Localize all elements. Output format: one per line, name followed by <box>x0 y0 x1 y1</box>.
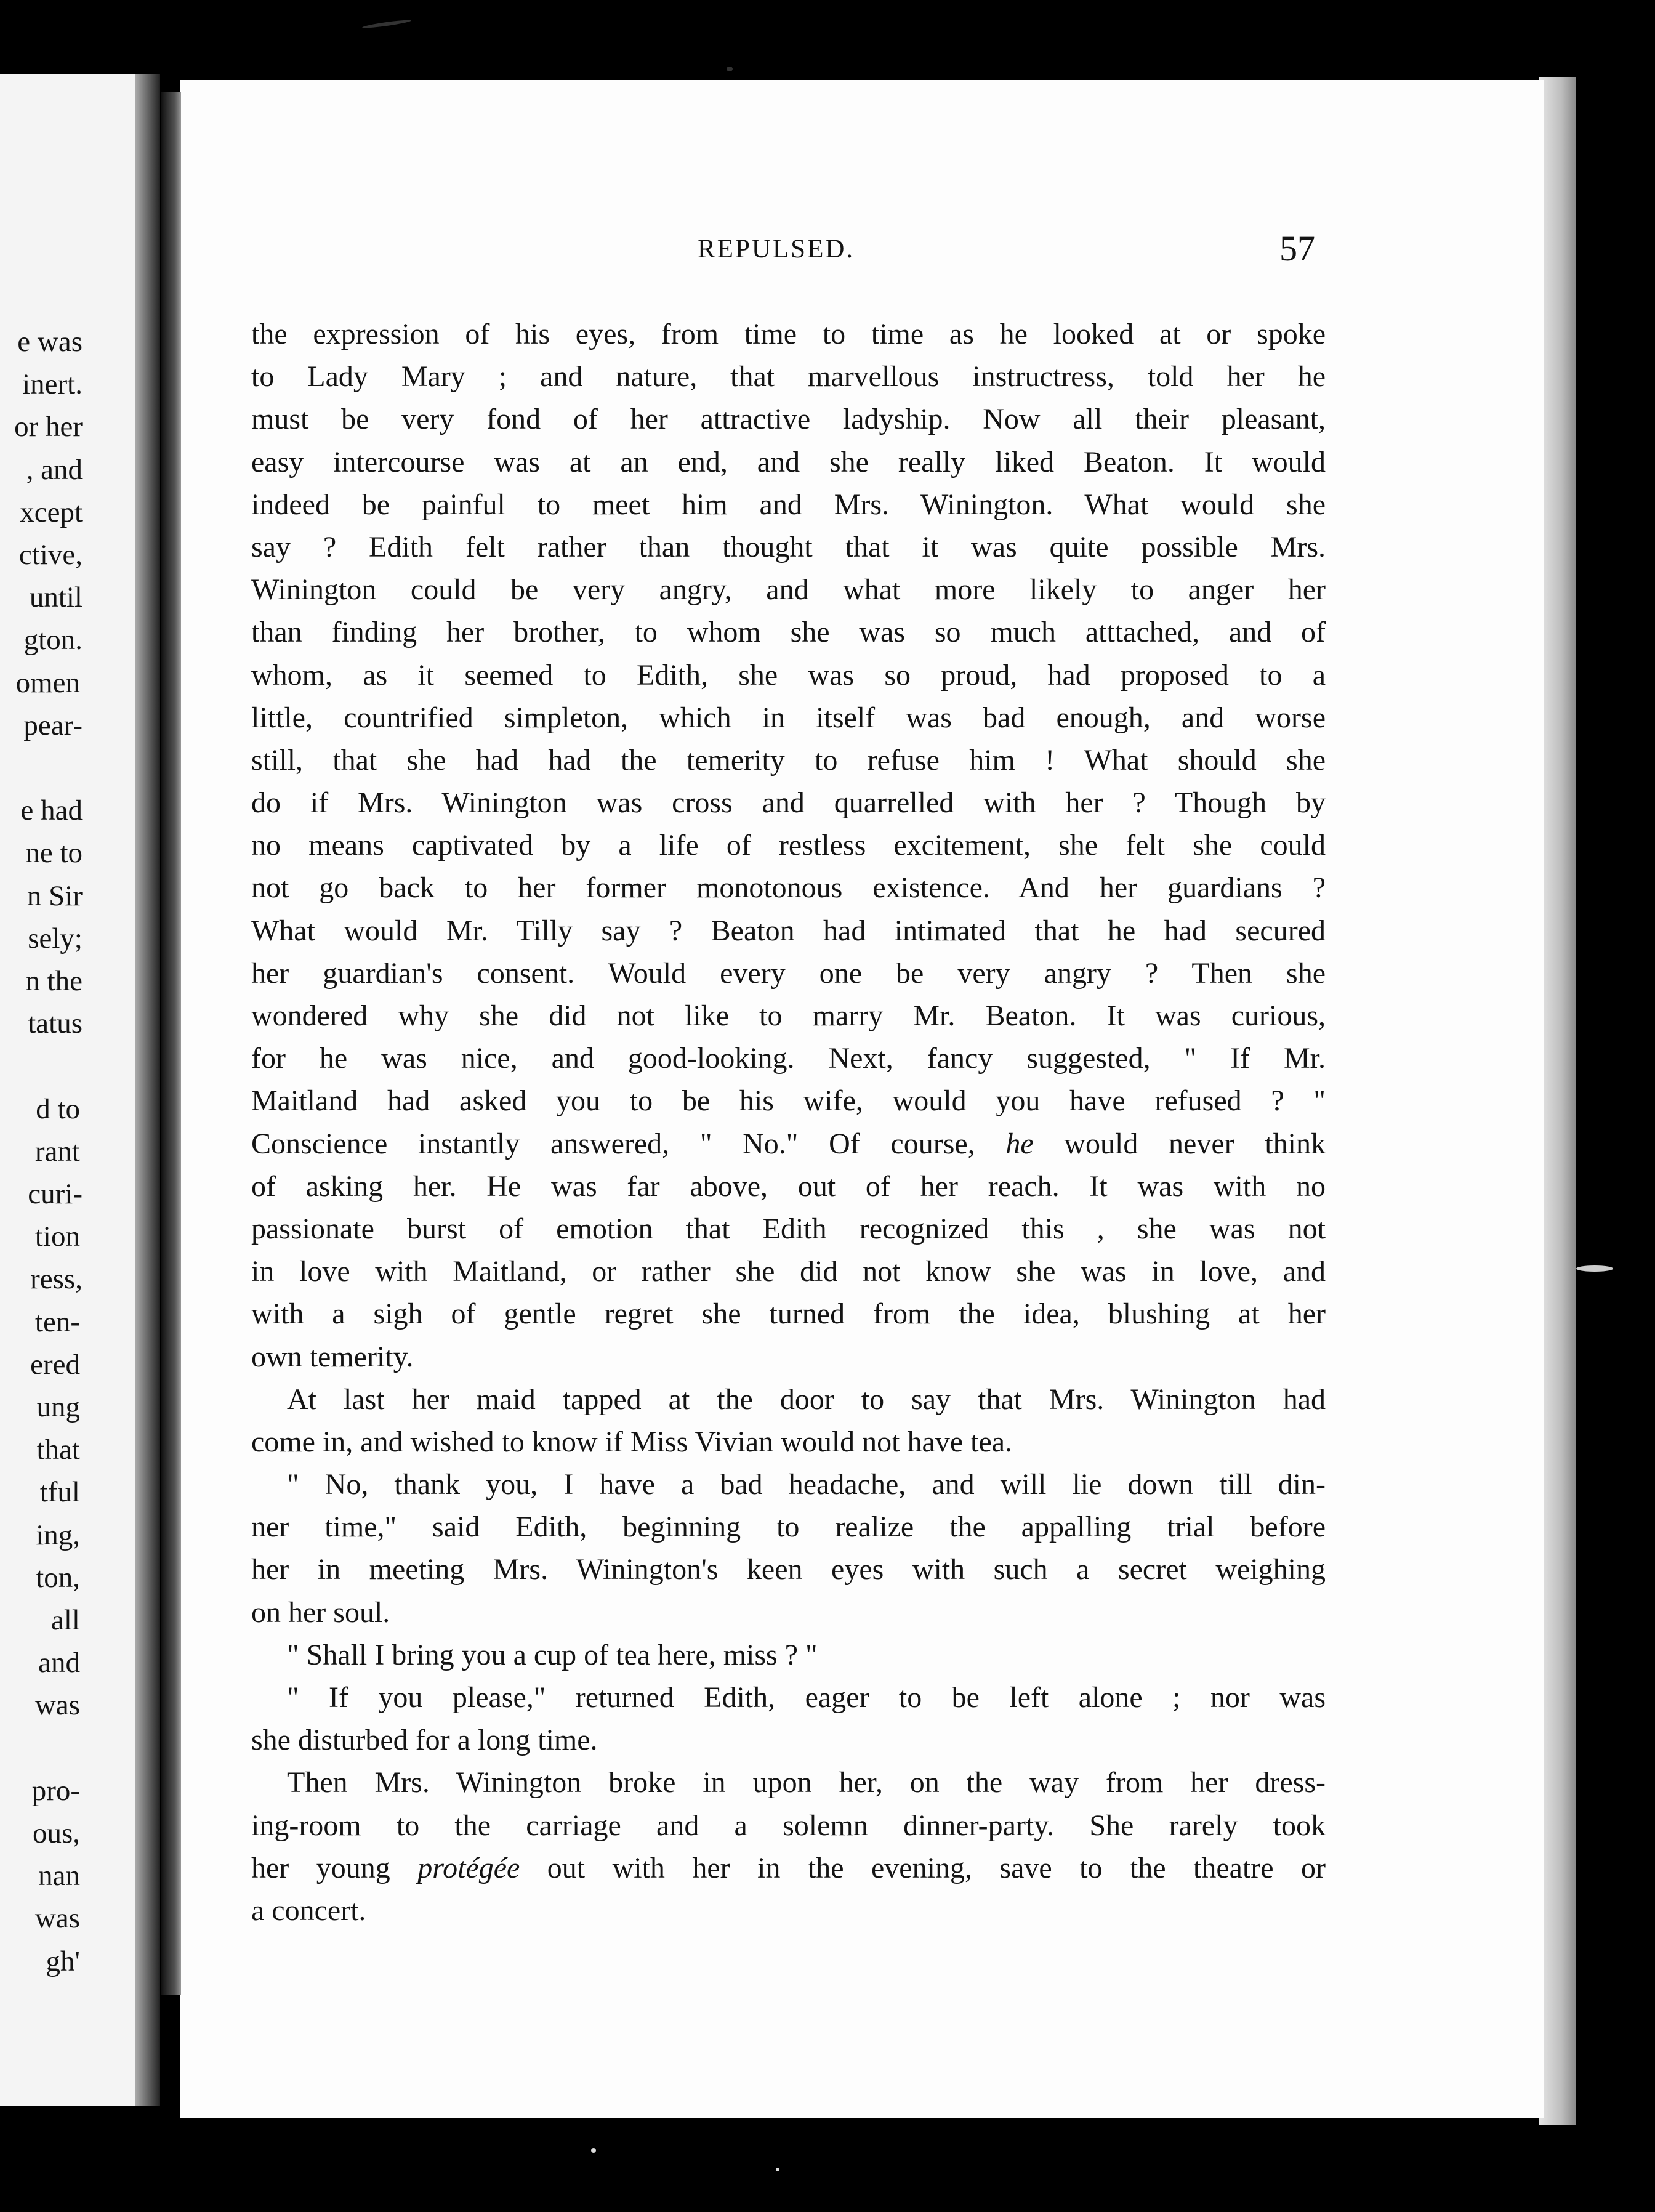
running-header-title: REPULSED. <box>698 235 855 264</box>
text-line <box>251 1123 1326 1165</box>
left-page-line: d to <box>36 1092 80 1125</box>
dust-speck <box>776 2168 779 2171</box>
left-page-line: pear- <box>23 709 83 741</box>
text-line: What would Mr. Tilly say ? Beaton had intimated that he had secured <box>251 914 1326 947</box>
left-page-line: and <box>38 1647 80 1679</box>
text-line: wondered why she did not like to marry Mr. Beaton. It was curious, <box>251 999 1326 1032</box>
text-line: ing-room to the carriage and a solemn dinner-party. She rarely took <box>251 1809 1326 1842</box>
left-page-line: rant <box>34 1135 80 1168</box>
left-page-line: that <box>36 1434 80 1466</box>
left-page-line: sely; <box>28 922 83 955</box>
text-line: easy intercourse was at an end, and she really liked Beaton. It would <box>251 445 1326 478</box>
dust-speck <box>362 18 411 29</box>
left-page-line: ctive, <box>18 539 83 571</box>
left-page-line: tful <box>39 1476 80 1509</box>
text-line: passionate burst of emotion that Edith recognized this , she was not <box>251 1212 1326 1245</box>
left-page-line: ing, <box>36 1519 80 1551</box>
text-line: " If you please," returned Edith, eager to be left alone ; nor was <box>287 1681 1326 1714</box>
text-line: for he was nice, and good-looking. Next, fancy suggested, " If Mr. <box>251 1042 1326 1075</box>
left-page-line: ton, <box>36 1561 80 1594</box>
text-line: to Lady Mary ; and nature, that marvellous instructress, told her he <box>251 360 1326 394</box>
left-page-line: omen <box>15 666 80 699</box>
left-page-line: ung <box>36 1391 80 1423</box>
text-line: not go back to her former monotonous existence. And her guardians ? <box>251 871 1326 905</box>
text-line: whom, as it seemed to Edith, she was so proud, had proposed to a <box>251 658 1326 692</box>
left-page-line: gton. <box>23 624 83 656</box>
left-page-line: or her <box>14 411 83 443</box>
text-line: she disturbed for a long time. <box>251 1724 598 1757</box>
text-line: do if Mrs. Winington was cross and quarrelled with her ? Though by <box>251 786 1326 820</box>
page-number: 57 <box>1279 228 1315 268</box>
left-page-line: ten- <box>34 1306 80 1338</box>
text-line: say ? Edith felt rather than thought that it was quite possible Mrs. <box>251 530 1326 563</box>
text-line: " Shall I bring you a cup of tea here, miss ? " <box>287 1638 818 1671</box>
text-line: little, countrified simpleton, which in itself was bad enough, and worse <box>251 701 1326 734</box>
text-line: ner time," said Edith, beginning to realize the appalling trial before <box>251 1511 1326 1544</box>
text-line: Winington could be very angry, and what more likely to anger her <box>251 573 1326 607</box>
text-line: come in, and wished to know if Miss Vivian would not have tea. <box>251 1425 1013 1458</box>
text-line: of asking her. He was far above, out of her reach. It was with no <box>251 1169 1326 1203</box>
dust-speck <box>1576 1265 1613 1272</box>
left-page-line: pro- <box>31 1774 80 1807</box>
text-segment: her young <box>251 1851 418 1884</box>
text-segment: Conscience instantly answered, " No." Of course, <box>251 1127 1006 1160</box>
text-line: than finding her brother, to whom she was so much atttached, and of <box>251 616 1326 649</box>
dust-speck <box>727 67 733 71</box>
left-page-line: tatus <box>28 1007 83 1040</box>
left-page-line: all <box>51 1604 80 1636</box>
left-page-line: nan <box>38 1860 80 1892</box>
left-page-line: , and <box>26 453 83 486</box>
text-line: Maitland had asked you to be his wife, would you have refused ? " <box>251 1084 1326 1118</box>
text-line: must be very fond of her attractive ladyship. Now all their pleasant, <box>251 403 1326 436</box>
text-line: a concert. <box>251 1894 366 1927</box>
left-page-line: n Sir <box>26 879 83 912</box>
text-segment: would never think <box>1033 1127 1326 1160</box>
text-line: " No, thank you, I have a bad headache, and will lie down till din- <box>287 1468 1326 1501</box>
left-page-line: curi- <box>28 1178 83 1210</box>
text-line: her guardian's consent. Would every one be very angry ? Then she <box>251 956 1326 990</box>
text-line: still, that she had had the temerity to refuse him ! What should she <box>251 743 1326 777</box>
left-page-line: tion <box>34 1221 80 1253</box>
text-line: indeed be painful to meet him and Mrs. Winington. What would she <box>251 488 1326 521</box>
left-page-shadow <box>135 74 160 2106</box>
left-page-line: xcept <box>20 496 83 528</box>
text-line: Then Mrs. Winington broke in upon her, on the way from her dress- <box>287 1766 1326 1799</box>
left-page-line: ne to <box>25 837 83 870</box>
left-page-line: was <box>34 1902 80 1935</box>
italic-word: he <box>1005 1127 1034 1160</box>
text-line: with a sigh of gentle regret she turned from the idea, blushing at her <box>251 1298 1326 1331</box>
dust-speck <box>591 2148 596 2153</box>
text-line: the expression of his eyes, from time to time as he looked at or spoke <box>251 318 1326 350</box>
text-line: no means captivated by a life of restless excitement, she felt she could <box>251 829 1326 862</box>
left-page-line: ered <box>30 1348 80 1381</box>
text-line: on her soul. <box>251 1596 390 1629</box>
left-page-line: n the <box>25 965 83 997</box>
body-text <box>251 313 1326 1932</box>
left-page-line: was <box>34 1689 80 1722</box>
left-page-edge <box>0 74 154 2106</box>
text-segment: out with her in the evening, save to the theatre or <box>520 1851 1326 1884</box>
text-line: At last her maid tapped at the door to say that Mrs. Winington had <box>287 1383 1326 1416</box>
text-line: her in meeting Mrs. Winington's keen eyes with such a secret weighing <box>251 1553 1326 1586</box>
italic-word: protégée <box>417 1851 520 1884</box>
page-stack-edge <box>1539 77 1576 2125</box>
left-page-line: inert. <box>22 368 83 401</box>
text-line <box>251 1847 1326 1889</box>
book-spine-shadow <box>161 92 181 1995</box>
left-page-line: ous, <box>32 1817 80 1849</box>
left-page-line: until <box>29 581 83 614</box>
text-line: in love with Maitland, or rather she did not know she was in love, and <box>251 1255 1326 1288</box>
left-page-line: gh' <box>46 1945 80 1977</box>
left-page-line: e had <box>20 794 83 827</box>
left-page-line: e was <box>17 326 83 358</box>
text-line: own temerity. <box>251 1340 414 1373</box>
left-page-line: ress, <box>30 1263 83 1296</box>
